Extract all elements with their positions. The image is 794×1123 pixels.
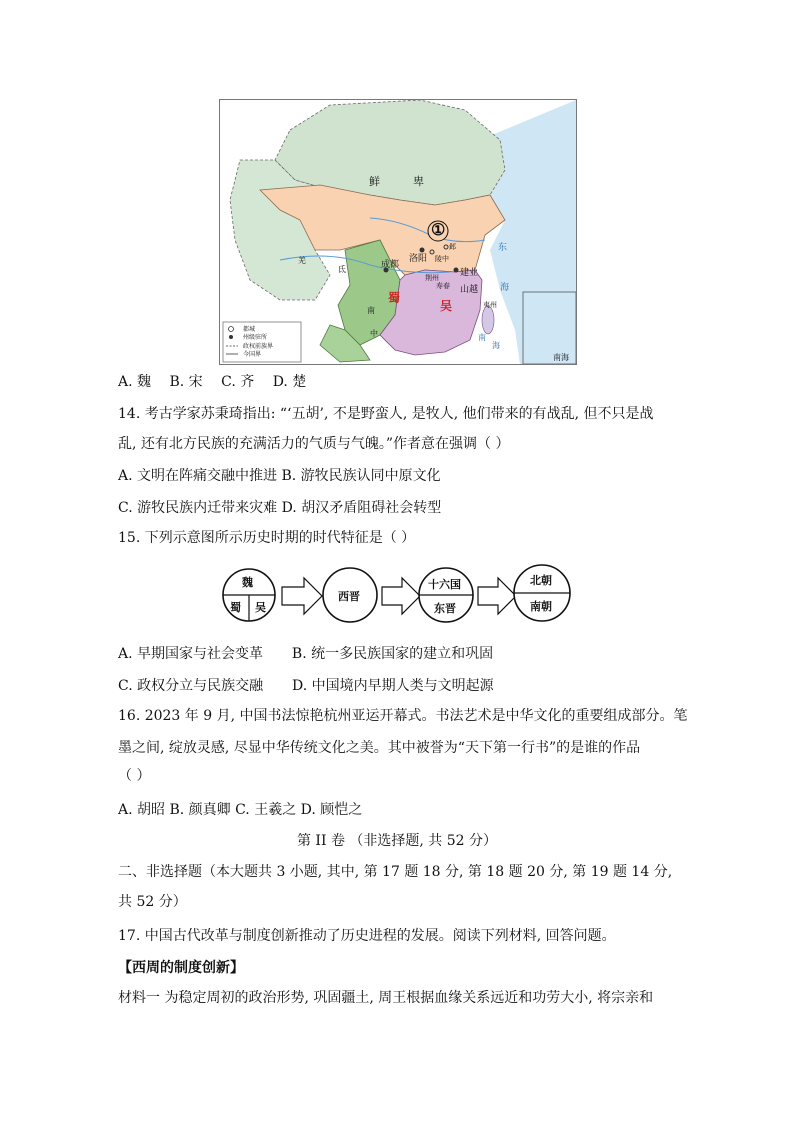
map-label-dong: 东 (498, 243, 508, 253)
q16-line3: （ ） (118, 768, 151, 784)
map-label-yecheng: 邺 (449, 243, 456, 251)
map-label-shu: 蜀 (388, 291, 401, 305)
q15-option-d[interactable]: D. 中国境内早期人类与文明起源 (292, 678, 494, 694)
q14-stem-line2: 乱, 还有北方民族的充满活力的气质与气魄。”作者意在强调（ ） (118, 436, 510, 452)
map-label-nanzhong-2: 中 (370, 329, 378, 338)
diagram-xijin: 西晋 (338, 590, 360, 603)
map-label-nanhai-2: 海 (492, 341, 500, 350)
map-marker-one: ① (431, 220, 446, 239)
legend-seat: 州级驻所 (243, 334, 268, 341)
diagram-wu: 吴 (255, 601, 266, 614)
map-label-jianye: 建业 (460, 268, 479, 278)
q17-material1: 材料一 为稳定周初的政治形势, 巩固疆土, 周王根据血缘关系远近和功劳大小, 将宗亲和 (118, 990, 654, 1006)
map-label-jingzhou: 荆州 (425, 274, 439, 282)
legend-border: 政权前族界 (243, 343, 274, 350)
diagram-beichao: 北朝 (530, 574, 552, 587)
diagram-dongjin: 东晋 (434, 602, 456, 615)
q15-stem: 15. 下列示意图所示历史时期的时代特征是（ ） (118, 530, 416, 546)
q17-stem: 17. 中国古代改革与制度创新推动了历史进程的发展。阅读下列材料, 回答问题。 (118, 928, 616, 944)
q15-options-line1 (118, 644, 493, 664)
q15-option-b[interactable]: B. 统一多民族国家的建立和巩固 (291, 646, 494, 662)
map-label-xiangyang: 陵中 (435, 255, 449, 263)
diagram-wei: 魏 (242, 576, 253, 589)
map-label-yizhou: 夷州 (483, 301, 497, 309)
map-label-di: 氐 (338, 265, 346, 274)
q15-diagram-graphic (220, 556, 576, 638)
q15-diagram (220, 556, 576, 638)
q13-option-a[interactable]: A. 魏 (118, 374, 152, 390)
map-graphic (220, 100, 576, 364)
part2-line2: 共 52 分） (118, 894, 187, 910)
q15-options-line2 (118, 676, 494, 696)
legend-modern: 今国界 (243, 351, 262, 358)
q13-option-b[interactable]: B. 宋 (169, 374, 203, 390)
map-label-nanhai-1: 南 (478, 333, 486, 342)
q14-stem-line1: 14. 考古学家苏秉琦指出: “‘五胡’, 不是野蛮人, 是牧人, 他们带来的有战乱, 但不只是战 (118, 406, 654, 422)
map-label-qiang: 羌 (298, 256, 306, 265)
q14-options-line1[interactable]: A. 文明在阵痛交融中推进 B. 游牧民族认同中原文化 (118, 468, 441, 484)
map-label-shanyue: 山越 (460, 285, 479, 295)
q13-options (118, 372, 320, 392)
legend-capital: 都城 (243, 326, 256, 333)
q17-heading: 【西周的制度创新】 (118, 960, 244, 976)
q15-option-a[interactable]: A. 早期国家与社会变革 (118, 646, 264, 662)
map-label-luoyang: 洛阳 (409, 254, 428, 264)
q16-line1: 16. 2023 年 9 月, 中国书法惊艳杭州亚运开幕式。书法艺术是中华文化的重要组成部分。笔 (118, 708, 688, 724)
three-kingdoms-map (219, 99, 577, 365)
diagram-shu: 蜀 (230, 601, 241, 614)
q13-option-d[interactable]: D. 楚 (272, 374, 307, 390)
map-label-xianbei-2: 卑 (413, 175, 424, 188)
q15-option-c[interactable]: C. 政权分立与民族交融 (118, 678, 264, 694)
q14-options-line2[interactable]: C. 游牧民族内迁带来灾难 D. 胡汉矛盾阻碍社会转型 (118, 500, 442, 516)
map-label-nanhai-inset: 南海 (553, 353, 569, 362)
map-label-nanzhong-1: 南 (367, 306, 375, 315)
section2-title: 第 II 卷 （非选择题, 共 52 分） (296, 833, 498, 849)
q16-options[interactable]: A. 胡昭 B. 颜真卿 C. 王羲之 D. 顾恺之 (118, 802, 363, 818)
map-label-shouchun: 寿春 (436, 282, 450, 290)
map-label-hai: 海 (500, 283, 510, 293)
q13-option-c[interactable]: C. 齐 (221, 374, 255, 390)
diagram-nanchao: 南朝 (530, 600, 552, 613)
diagram-shiliuguo: 十六国 (428, 578, 461, 591)
map-label-chengdu: 成都 (381, 260, 400, 270)
map-label-xianbei-1: 鲜 (369, 175, 380, 188)
q16-line2: 墨之间, 绽放灵感, 尽显中华传统文化之美。其中被誉为“天下第一行书”的是谁的作品 (118, 740, 641, 756)
part2-line1: 二、非选择题（本大题共 3 小题, 其中, 第 17 题 18 分, 第 18 题 20 分, 第 19 题 14 分, (118, 864, 673, 880)
jianye-dot (454, 268, 459, 273)
map-label-wu: 吴 (440, 299, 453, 313)
